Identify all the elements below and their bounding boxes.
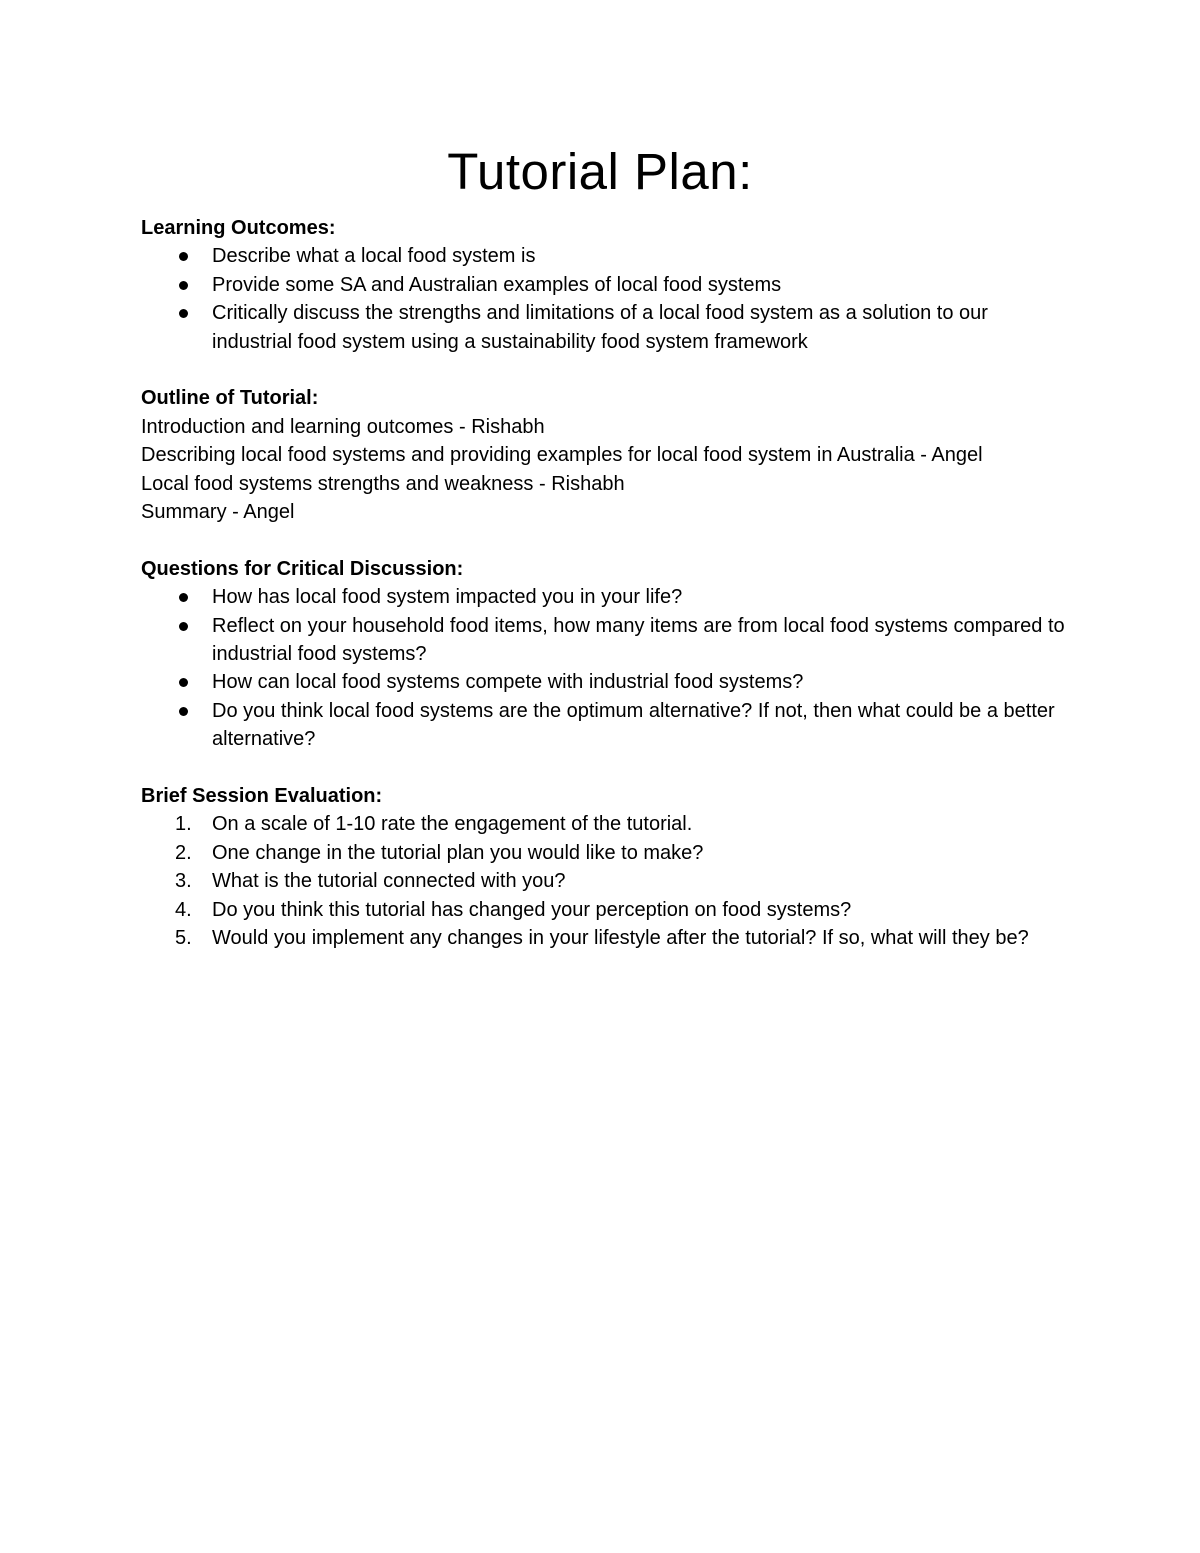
questions-list [141, 583, 1071, 753]
bullet-icon [179, 678, 188, 687]
list-number: 3. [175, 870, 192, 893]
bullet-icon [179, 707, 188, 716]
learning-outcomes-list [141, 242, 1071, 356]
outline-line: Summary - Angel [141, 501, 295, 524]
list-number: 5. [175, 927, 192, 950]
list-number: 4. [175, 898, 192, 921]
bullet-icon [179, 281, 188, 290]
learning-outcomes-section [141, 214, 1071, 356]
section-spacer [141, 754, 1071, 782]
questions-heading: Questions for Critical Discussion: [141, 557, 464, 580]
list-item-text: Describe what a local food system is [212, 245, 536, 268]
list-item-text: Do you think local food systems are the optimum alternative? If not, then what could be a better alternative? [212, 699, 1055, 751]
list-item [141, 924, 1071, 952]
list-item [141, 612, 1071, 669]
bullet-icon [179, 593, 188, 602]
list-item [141, 242, 1071, 270]
list-number: 2. [175, 841, 192, 864]
page-title: Tutorial Plan: [447, 143, 753, 200]
document-body [141, 214, 1071, 953]
list-item [141, 299, 1071, 356]
list-item [141, 583, 1071, 611]
bullet-icon [179, 622, 188, 631]
list-item [141, 271, 1071, 299]
list-item-text: Would you implement any changes in your lifestyle after the tutorial? If so, what will they be? [212, 927, 1029, 950]
list-item [141, 810, 1071, 838]
outline-line: Describing local food systems and providing examples for local food system in Australia - Angel [141, 444, 983, 467]
bullet-icon [179, 252, 188, 261]
list-item-text: Critically discuss the strengths and limitations of a local food system as a solution to our industrial food system using a sustainability food system framework [212, 302, 988, 353]
list-item [141, 697, 1071, 754]
list-item-text: How can local food systems compete with industrial food systems? [212, 671, 804, 694]
section-spacer [141, 356, 1071, 384]
list-item-text: How has local food system impacted you in your life? [212, 586, 683, 609]
list-item [141, 896, 1071, 924]
outline-line: Introduction and learning outcomes - Rishabh [141, 415, 545, 438]
outline-heading: Outline of Tutorial: [141, 387, 319, 410]
list-number: 1. [175, 813, 192, 836]
outline-line: Local food systems strengths and weakness - Rishabh [141, 472, 625, 495]
list-item-text: One change in the tutorial plan you would like to make? [212, 841, 704, 864]
evaluation-section [141, 782, 1071, 952]
questions-section [141, 555, 1071, 754]
list-item [141, 668, 1071, 696]
list-item [141, 867, 1071, 895]
evaluation-list [141, 810, 1071, 952]
list-item-text: On a scale of 1-10 rate the engagement of the tutorial. [212, 813, 693, 836]
list-item [141, 839, 1071, 867]
list-item-text: Provide some SA and Australian examples of local food systems [212, 273, 782, 296]
list-item-text: Reflect on your household food items, how many items are from local food systems compared to industrial food systems? [212, 614, 1065, 666]
section-spacer [141, 526, 1071, 554]
outline-section [141, 384, 1071, 526]
list-item-text: What is the tutorial connected with you? [212, 870, 566, 893]
list-item-text: Do you think this tutorial has changed your perception on food systems? [212, 898, 852, 921]
learning-outcomes-heading: Learning Outcomes: [141, 217, 336, 239]
evaluation-heading: Brief Session Evaluation: [141, 785, 383, 808]
bullet-icon [179, 309, 188, 318]
